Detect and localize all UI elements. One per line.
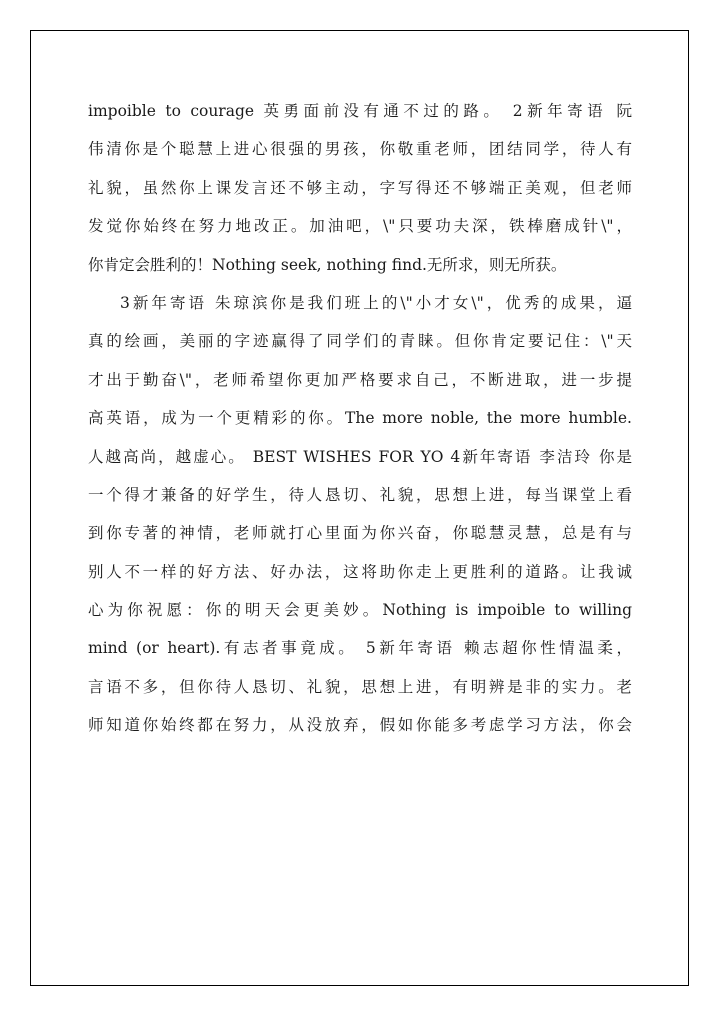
text-line: 心为你祝愿：你的明天会更美妙。Nothing is impoible to willing bbox=[88, 601, 632, 620]
text-line: 礼貌，虽然你上课发言还不够主动，字写得还不够端正美观，但老师 bbox=[88, 178, 632, 197]
document-body bbox=[88, 92, 632, 745]
text-line: 伟清你是个聪慧上进心很强的男孩，你敬重老师，团结同学，待人有 bbox=[88, 140, 632, 159]
text-line: 言语不多，但你待人恳切、礼貌，思想上进，有明辨是非的实力。老 bbox=[88, 677, 632, 696]
text-line: 一个得才兼备的好学生，待人恳切、礼貌，思想上进，每当课堂上看 bbox=[88, 485, 632, 504]
text-line: impoible to courage 英勇面前没有通不过的路。 2新年寄语 阮 bbox=[88, 102, 632, 120]
text-line: 师知道你始终都在努力，从没放弃，假如你能多考虑学习方法，你会 bbox=[88, 716, 632, 735]
text-line: 别人不一样的好方法、好办法，这将助你走上更胜利的道路。让我诚 bbox=[88, 562, 632, 581]
text-line: 人越高尚，越虚心。 BEST WISHES FOR YO 4新年寄语 李洁玲 你是 bbox=[88, 447, 632, 466]
text-line: 3新年寄语 朱琼滨你是我们班上的\"小才女\"，优秀的成果，逼 bbox=[120, 293, 632, 312]
text-line: 才出于勤奋\"，老师希望你更加严格要求自己，不断进取，进一步提 bbox=[88, 370, 632, 389]
text-line: 真的绘画，美丽的字迹赢得了同学们的青睐。但你肯定要记住：\"天 bbox=[88, 332, 632, 351]
text-line: 你肯定会胜利的！Nothing seek, nothing find.无所求，则无所获。 bbox=[88, 255, 567, 274]
text-line: 发觉你始终在努力地改正。加油吧，\"只要功夫深，铁棒磨成针\"， bbox=[88, 217, 632, 236]
text-line: 到你专著的神情，老师就打心里面为你兴奋，你聪慧灵慧，总是有与 bbox=[88, 524, 632, 543]
text-line: 高英语，成为一个更精彩的你。The more noble, the more humble. bbox=[88, 409, 632, 428]
text-line: mind (or heart).有志者事竟成。 5新年寄语 赖志超你性情温柔， bbox=[88, 639, 632, 658]
